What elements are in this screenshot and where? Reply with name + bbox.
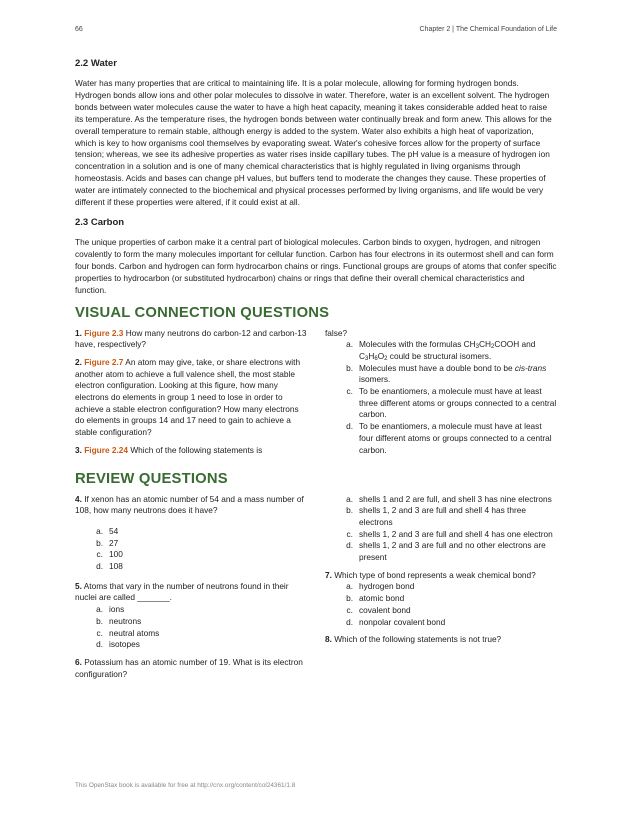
question-8: 8. Which of the following statements is not true? [325, 634, 502, 645]
list-item: d. isotopes [96, 639, 140, 650]
review-questions [75, 494, 557, 687]
section-carbon-body: The unique properties of carbon make it a central part of biological molecules. Carbon binds to oxygen, hydrogen, and nitrogen covalently to form the many molecules important for cellular function. Carbon has four electrons in its outermost shell and can form four bonds. Carbon and hydrogen can form hydrocarbon chains or rings. Functional groups are groups of atoms that confer specific properties to hydrocarbon (or substituted hydrocarbon) chains or rings that define their overall chemical characteristics and function. [75, 236, 557, 295]
q2-number: 2. [75, 356, 82, 367]
list-item: a. ions [96, 604, 125, 615]
section-water-title: 2.2 Water [75, 58, 117, 69]
list-item: a. Molecules with the formulas $CH_3CH_2COOH$ and $C_3H_6O_2$ could be structural isomers. [346, 339, 536, 362]
q7-options [325, 581, 557, 628]
section-water-body: Water has many properties that are critical to maintaining life. It is a polar molecule, allowing for forming hydrogen bonds. Hydrogen bonds allow ions and other polar molecules to dissolve in water. Therefore, water is an excellent solvent. The hydrogen bonds between water molecules cause the water to have a high heat capacity, meaning it takes considerable added heat to raise its temperature. As the temperature rises, the hydrogen bonds between water continually break and form anew. This allows for the overall temperature to remain stable, although energy is added to the system. Water also exhibits a high heat of vaporization, which is key to how organisms cool themselves by evaporating sweat. Water's cohesive forces allow for the property of surface tension; whereas, we see its adhesive properties as water rises inside capillary tubes. The pH value is a measure of hydrogen ion concentration in a solution and is one of many chemical characteristics that is highly regulated in living organisms through homeostasis. Acids and bases can change pH values, but buffers tend to moderate the changes they cause. These properties of water are intimately connected to the biochemical and physical processes performed by living organisms, and life would be very different if these properties were altered, if it could exist at all. [75, 78, 552, 208]
list-item: d. shells 1, 2 and 3 are full and no other electrons are present [346, 540, 546, 563]
list-item: c. shells 1, 2 and 3 are full and shell 4 has one electron [346, 528, 553, 539]
list-item: c. 100 [96, 549, 123, 560]
list-item: b. Molecules must have a double bond to be cis-trans isomers. [346, 362, 547, 385]
review-col-right [325, 494, 557, 687]
page-content [75, 58, 557, 686]
question-5: 5. Atoms that vary in the number of neutrons found in their nuclei are called _______. [75, 580, 289, 603]
question-1 [75, 328, 307, 351]
q2-text: An atom may give, take, or share electrons with another atom to achieve a full valence shell, the most stable electron configuration. Looking at this figure, how many electrons do elements in group 1 need to lose in order to achieve a stable electron configuration? How many electrons do elements in groups 14 and 17 need to gain to achieve a stable configuration? [75, 356, 301, 438]
figure-2-24-link[interactable]: Figure 2.24 [84, 444, 129, 455]
question-3 [75, 445, 307, 457]
list-item: c. covalent bond [346, 604, 411, 615]
footer-note: This OpenStax book is available for free at http://cnx.org/content/col24361/1.8 [75, 782, 296, 789]
figure-2-7-link[interactable]: Figure 2.7 [84, 356, 124, 367]
list-item: a. hydrogen bond [346, 581, 415, 592]
visual-col-right [325, 328, 557, 463]
list-item: b. atomic bond [346, 593, 405, 604]
list-item: b. neutrons [96, 615, 142, 626]
visual-connection-heading: VISUAL CONNECTION QUESTIONS [75, 304, 330, 321]
q6-options [325, 494, 557, 564]
question-2 [75, 357, 307, 439]
review-questions-heading: REVIEW QUESTIONS [75, 470, 228, 487]
page-number: 66 [75, 26, 83, 33]
question-6: 6. Potassium has an atomic number of 19. What is its electron configuration? [75, 656, 303, 679]
figure-2-3-link[interactable]: Figure 2.3 [84, 327, 124, 338]
q4-options [75, 526, 307, 573]
visual-col-left [75, 328, 307, 463]
list-item: b. 27 [96, 537, 119, 548]
list-item: c. To be enantiomers, a molecule must have at least three different atoms or groups connected to a central carbon. [346, 386, 557, 420]
list-item: a. shells 1 and 2 are full, and shell 3 has nine electrons [346, 493, 552, 504]
list-item: b. shells 1, 2 and 3 are full and shell 4 has three electrons [346, 505, 526, 527]
q3-options [325, 339, 557, 456]
review-col-left [75, 494, 307, 687]
q5-options [75, 604, 307, 651]
list-item: d. 108 [96, 561, 123, 572]
q3-number: 3. [75, 444, 82, 455]
list-item: d. nonpolar covalent bond [346, 616, 446, 627]
question-7: 7. Which type of bond represents a weak chemical bond? [325, 569, 536, 580]
list-item: d. To be enantiomers, a molecule must have at least four different atoms or groups connected to a central carbon. [346, 421, 552, 455]
q1-text: How many neutrons do carbon-12 and carbon-13 have, respectively? [75, 327, 307, 350]
chapter-header: Chapter 2 | The Chemical Foundation of Life [419, 26, 557, 33]
question-4: 4. If xenon has an atomic number of 54 and a mass number of 108, how many neutrons does it have? [75, 493, 304, 516]
list-item: a. 54 [96, 525, 119, 536]
q3-continued: false? [325, 327, 348, 338]
list-item: c. neutral atoms [96, 627, 160, 638]
q1-number: 1. [75, 327, 82, 338]
visual-questions [75, 328, 557, 463]
q3-text: Which of the following statements is [128, 444, 263, 455]
section-carbon-title: 2.3 Carbon [75, 216, 125, 228]
